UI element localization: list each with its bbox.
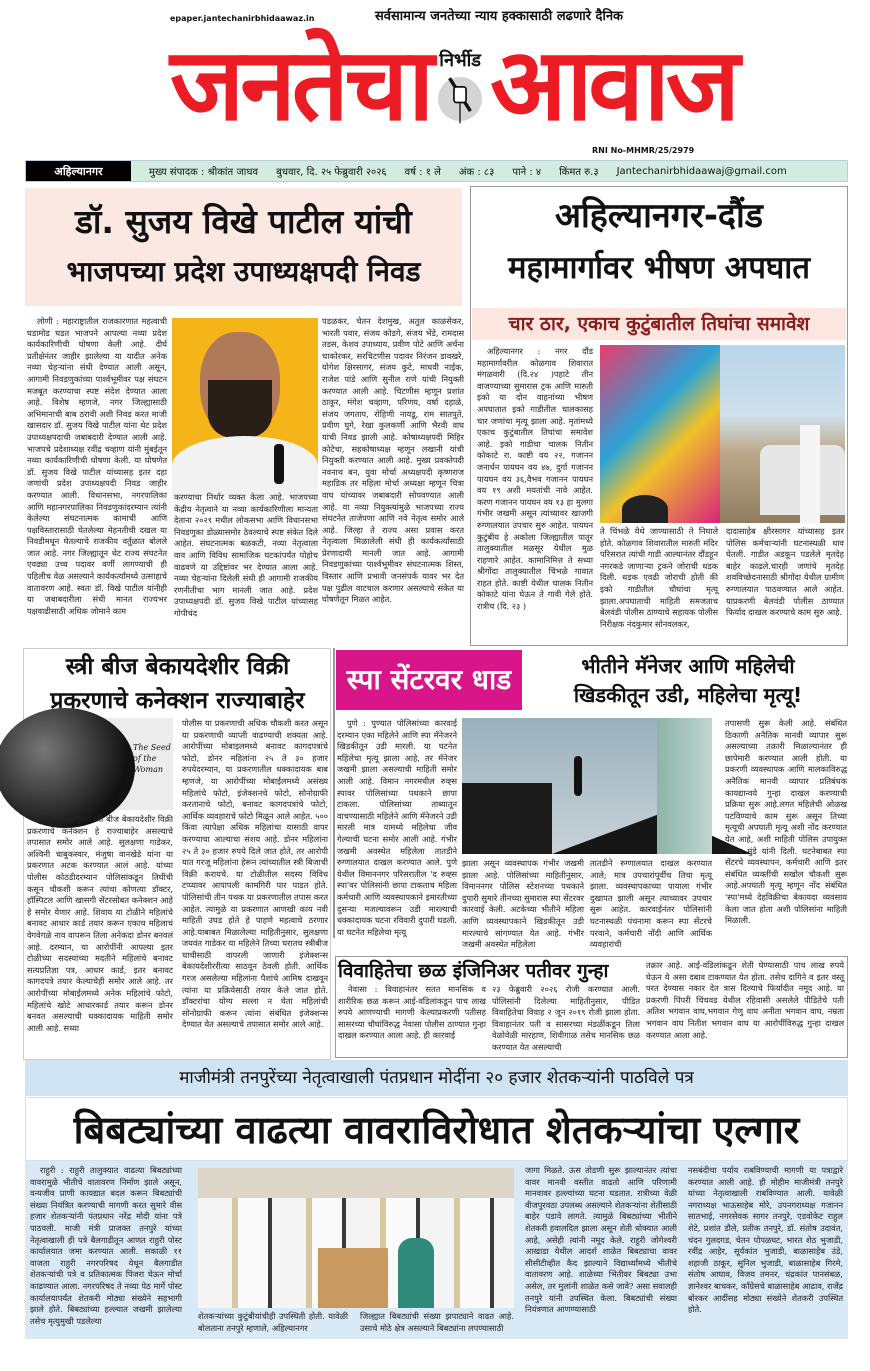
story5-col1: नेवासा : विवाहानंतर सतत मानसिक व शारीरिक छळ करून आई-वडिलांकडून पाच लाख रुपये आणण्याची मागणी केल्याप्रकरणी पतीसह सासरच्या चौघांविरुद्ध नेवासा पोलीस ठाण्यात गुन्हा दाखल करण्यात आला आहे. ही कारवाई <box>338 984 486 1041</box>
story6-caption1: शेतकऱ्यांच्या कुटुंबीयांचीही उपस्थिती होती. यावेळी बोलताना तनपुरे म्हणाले, अहिल्यानगर <box>198 1311 348 1333</box>
story5-columns <box>338 984 640 1056</box>
story5-headline: विवाहितेचा छळ इंजिनिअर पतीवर गुन्हा <box>338 960 609 982</box>
story4-headline-line2: खिडकीतून उडी, महिलेचा मृत्यू! <box>573 683 803 707</box>
story4-col4: तपासणी सुरू केली आहे. संबंधित ठिकाणी अनैतिक मानवी व्यापार सुरू असल्याच्या तक्रारी मिळाल्यानंतर ही छापेमारी करण्यात आली होती. या प्रकरणी व्यवस्थापक आणि मालकाविरुद्ध अनैतिक मानवी व्यापार प्रतिबंधक कायद्यान्वये गुन्हा दाखल करण्याची प्रक्रिया सुरू आहे.लगत महिलेची ओळख पटविण्याचे काम सुरू असून तिच्या मृत्यूची अपघाती मृत्यू अशी नोंद करण्यात येत आहे, अशी माहिती पोलिस उपायुक्त सोमय मुंडे यांनी दिली. घटनेबाबत स्पा सेंटरचे व्यवस्थापन, कर्मचारी आणि इतर संबंधित व्यक्तींची सखोल चौकशी सुरू आहे.अपघाती मृत्यू म्हणून नोंद संबंधित 'स्पा'मध्ये देहविक्रीचा बेकायदा व्यवसाय केला जात होता अशी पोलिसांना माहिती मिळाली. <box>725 718 847 926</box>
email[interactable]: Jantechanirbhidaawaj@gmail.com <box>616 165 787 177</box>
story6-col3: जागा मिळते. ऊस तोडणी सुरू झाल्यानंतर त्यांचा वावर मानवी वस्तीत वाढतो आणि परिणामी मानवावर हल्ल्यांच्या घटना घडतात. रात्रीच्या वेळी वीजपुरवठा उपलब्ध असल्याने शेतकऱ्यांना शेतीसाठी बाहेर पडावे लागते. त्यामुळे बिबट्यांच्या भीतीने शेतकरी हवालदिल झाला असून शेती धोक्यात आली आहे, असेही त्यांनी नमूद केले. राहुरी जोगेश्वरी आखाडा येथील आदर्श शाळेत बिबट्याचा वावर सीसीटीव्हीत कैद झाल्याने विद्यार्थ्यांमध्ये भीतीचे वातावरण आहे. शाळेच्या भिंतीवर बिबट्या उभा असेल, तर मुलांनी शाळेत कसे जावे? असा सवालही तनपुरे यांनी उपस्थित केला. बिबट्यांची संख्या नियंत्रणात आणण्यासाठी <box>525 1165 677 1315</box>
story3-image-text: The Seed of the Woman <box>133 743 171 774</box>
fist-pen-icon <box>438 77 482 121</box>
story1-headline-line2: भाजपच्या प्रदेश उपाध्यक्षपदी निवड <box>66 255 421 288</box>
logo-word-small: निर्भीड <box>439 50 481 71</box>
editor: मुख्य संपादक : श्रीकांत जाधव <box>149 167 259 178</box>
story6-banner: माजीमंत्री तनपुरेंच्या नेतृत्वाखाली पंतप्रधान मोदींना २० हजार शेतकऱ्यांनी पाठविले पत्र <box>25 1060 848 1096</box>
pages: पाने : ४ <box>512 167 542 178</box>
story4-divider <box>333 648 335 938</box>
story6-col4: नसबंदीचा पर्याय राबविण्याची मागणी या पत्राद्वारे करण्यात आली आहे. ही मोहीम माजीमंत्री तनपुरे यांच्या नेतृत्वाखाली राबविण्यात आली. यावेळी नगराध्यक्ष भाऊसाहेब मोरे, उपनगराध्यक्ष गजानन सातभाई, नगरसेवक सागर तनपुरे, एडवोकेट राहुल शेटे, प्रशांत डौले, प्रतीक तनपुरे, डॉ. संतोष उदावंत, चंदन गुलदगड, चेतन पोपळघट, भारत शेठ भुजाडी, रवींद्र आहेर, सूर्यकांत भुजाडी, बाळासाहेब उंडे, शहाजी ठाकूर, सुनिल भुजाडी, बाळासाहेब गिरमे, संतोष आघाव, विजय तमनर, चंद्रकांत पानसंबळ, ज्ञानेश्वर बाचकर, काँग्रेसचे बाळासाहेब आढाव, राजेंद्र बोरकर आदींसह मोठ्या संख्येने शेतकरी उपस्थित होते. <box>688 1165 843 1315</box>
story6-col1: राहुरी : राहुरी तालुक्यात वाढत्या बिबट्यांच्या वावरामुळे भीतीचे वातावरण निर्माण झाले असून, वन्यजीव प्राणी कायद्यात बदल करून बिबट्यांची संख्या नियंत्रित करण्याची मागणी करत सुमारे वीस हजार शेतकऱ्यांनी पंतप्रधान नरेंद्र मोदी यांना पत्रे पाठवली. माजी मंत्री प्राजक्त तनपुरे यांच्या नेतृत्वाखाली ही पत्रे बैलगाडीतून आणत राहुरी पोस्ट कार्यालयात जमा करण्यात आली. सकाळी ११ वाजता राहुरी नगरपरिषद येथून बैलगाडीत शेतकऱ्यांची पत्रे व प्रतिकात्मक पिंजरा घेऊन मोर्चा काढण्यात आला. नगरपरिषद ते नव्या पेठ मार्गे पोस्ट कार्यालयापर्यंत शेतकरी मोठ्या संख्येने सहभागी झाले होते. बिबट्यांच्या हल्ल्यात जखमी झालेल्या तसेच मृत्युमुखी पडलेल्या <box>30 1165 182 1326</box>
story5-col3: तक्रार आहे. आई-वडिलांकडून शेती घेण्यासाठी पाच लाख रुपये घेऊन ये असा दबाव टाकण्यात येत होता. तसेच दागिने व इतर वस्तू परत देण्यास नकार देत त्रास दिल्याचे फिर्यादीत नमूद आहे. या प्रकरणी पिंपरी चिंचवड येथील रहिवासी असलेले पीडितेचे पती अतिश भगवान वाघ,भगवान गेणु वाघ अनीता भगवान वाघ, नम्रता भगवान वाघ नितीश भगवान वाघ या आरोपींविरुद्ध गुन्हा दाखल करण्यात आला आहे. <box>646 960 844 1040</box>
price: किंमत रु.३ <box>559 167 599 178</box>
tagline: सर्वसामान्य जनतेच्या न्याय हक्कासाठी लढणारे दैनिक <box>375 9 624 24</box>
story3-col2: पोलीस या प्रकरणाची अधिक चौकशी करत असून या प्रकरणाची व्याप्ती वाढण्याची शक्यता आहे. आरोपींच्या मोबाइलमध्ये बनावट कागदपत्रांचे फोटो, डोनर महिलांना २५ ते ३० हजार रुपयेदरम्यान, या प्रकरणातील धक्कादायक बाब म्हणजे, या आरोपींच्या मोबाईलमध्ये असंख्य महिलांचे फोटो, इंजेक्शनचे फोटो, सोनोग्राफी करतानाचे फोटो, बनावट कागदपत्रांचे फोटो, आर्थिक व्यवहाराचे फोटो मिळून आले आहेत. ५०० किंवा त्यापेक्षा अधिक महिलांचा यासाठी वापर करण्याचा आल्याचा संशय आहे. डोनर महिलांना २५ ते ३० हजार रुपये दिले जात होते, तर आरोपी यात गरजू महिलांना हेरून त्यांच्यातील स्त्री बिजाची विक्री करायचे. या टोळीतील सदस्य विविध टप्प्यावर आपापली कामगिरी पार पाडत होते. पोलिसांची तीन पथक या प्रकरणातील तपास करत आहेत. त्यामुळे या प्रकरणात आणखी काय नवी माहिती उघड होते हे पाहणे महत्वाचे ठरणार आहे.याबाबत मिळालेल्या माहितीनुसार, सुलक्षणा जयवंत गाडेकर या महिलेने तिच्या घरातच स्त्रीबीज चाचीसाठी वापरली जाणारी इंजेक्शन्स बेकायदेशीररीत्या साठवून ठेवली होती. आर्थिक गरज असलेल्या महिलांना पैशांचे आमिष दाखवून त्यांना या प्रक्रियेसाठी तयार केले जात होते. डॉक्टरांचा योग्य सल्ला न घेता महिलांची सोनोग्राफी करून त्यांना संबंधित इंजेक्शन्स देण्यात येत असल्याचे तपासात समोर आले आहे. <box>182 718 329 1030</box>
story1-headline-line1: डॉ. सुजय विखे पाटील यांची <box>75 202 412 241</box>
story3-headline-line2: प्रकरणाचे कनेक्शन राज्याबाहेर <box>50 688 305 714</box>
story2-photo-accident <box>600 345 845 523</box>
story4-headline-line1: भीतीने मॅनेजर आणि महिलेची <box>581 654 795 678</box>
story6-headline: बिबट्यांच्या वाढत्या वावराविरोधात शेतकऱ्यांचा एल्गार <box>25 1097 848 1161</box>
story2-subhead: चार ठार, एकाच कुटुंबातील तिघांचा समावेश <box>472 308 846 340</box>
story6-photo-farmers-letters <box>198 1168 514 1308</box>
logo-word-left: जनतेचा <box>170 29 431 141</box>
logo-middle <box>434 49 486 121</box>
story2-headline-line1: अहिल्यानगर-दौंड <box>555 196 763 236</box>
story6-caption2: जिल्ह्यात बिबट्यांची संख्या झपाट्याने वाढत आहे. उसाचे मोठे क्षेत्र असल्याने बिबट्यांना लपण्यासाठी <box>360 1311 514 1333</box>
story4-col3: तातडीने रुग्णालयात दाखल करण्यात आले; मात्र उपचारांपूर्वीच तिचा मृत्यू झाला. व्यवस्थापकाच्या पायाला गंभीर दुखापत झाली असून त्याच्यावर उपचार सुरू आहेत. कारवाईनंतर पोलिसांनी घटनास्थळी पंचनामा करून स्पा सेंटरचे परवाने, कर्मचारी नोंदी आणि आर्थिक व्यवहारांची <box>590 858 712 950</box>
year: वर्ष : १ ले <box>404 167 441 178</box>
issue: अंक : ८३ <box>458 167 495 178</box>
story5-col2: २३ फेब्रुवारी २०२६ रोजी करण्यात आली. पोलिसांनी दिलेल्या माहितीनुसार, पीडित विवाहितेचा विवाह २ जून २०१९ रोजी झाला होता. विवाहानंतर पती व सासरच्या मंडळींकडून तिला वेळोवेळी मारहाण, शिवीगाळ तसेच मानसिक छळ करण्यात येत असल्याची <box>492 984 640 1052</box>
story1-col2: करण्याचा निर्धार व्यक्त केला आहे. भाजपच्या केंद्रीय नेतृत्वाने या नव्या कार्यकारिणीला मान्यता देताना २०२९ मधील लोकसभा आणि विधानसभा निवडणुका डोळ्यासमोर ठेवल्याचे स्पष्ट संकेत दिले आहेत. संघटनात्मक बळकटी, नव्या नेतृत्वाला वाव आणि विविध सामाजिक घटकांपर्यंत पोहोच वाढवणे या उद्दिष्टांवर भर देण्यात आला आहे. नव्या चेहऱ्यांना दिलेली संधी ही आगामी राजकीय रणनीतीचा भाग मानली जात आहे. प्रदेश उपाध्यक्षपदी डॉ. सुजय विखे पाटील यांच्यासह गोपीचंद <box>174 492 318 618</box>
story4-col1: पुणे : पुण्यात पोलिसांच्या कारवाई दरम्यान एका महिलेने आणि स्पा मॅनेजरने खिडकीतून उडी मारली. या घटनेत महिलेचा मृत्यू झाला आहे, तर मॅनेजर जखमी झाला असल्याची माहिती समोर आली आहे. विमान नगरमधील रुव्ह्स स्पावर पोलिसांच्या पथकाने छापा टाकला. पोलिसांच्या ताब्यातून वाचण्यासाठी महिलेने आणि मॅनेजरने उडी मारली मात्र यामध्ये महिलेचा जीव गेल्याची घटना समोर आली आहे. गंभीर जखमी अवस्थेत महिलेला तातडीने रुग्णालयात दाखल करण्यात आले. पुणे येथील विमाननगर परिसरातील 'द रुव्ह्स स्पा'वर पोलिसांनी छापा टाकताच महिला कर्मचारी आणि व्यवस्थापकाने इमारतीच्या दुसऱ्या मजल्यावरून उडी मारल्याची धक्कादायक घटना रविवारी दुपारी घडली. या घटनेत महिलेचा मृत्यू <box>337 718 457 937</box>
date: बुधवार, दि. २५ फेब्रुवारी २०२६ <box>276 167 387 178</box>
info-bar <box>25 160 848 182</box>
edition-label: अहिल्यानगर <box>26 161 131 181</box>
story1-photo-sujay-vikhe-patil <box>172 318 318 490</box>
story1-col1: लोणी : महाराष्ट्रातील राजकारणात महत्वाची घडामोड घडत भाजपने आपल्या नव्या प्रदेश कार्यकारिणीची घोषणा केली आहे. दीर्घ प्रतीक्षेनंतर जाहीर झालेल्या या यादीत अनेक नव्या चेहऱ्यांना संधी देण्यात आली असून, आगामी निवडणुकांच्या पार्श्वभूमीवर पक्ष संघटन मजबूत करण्याचा स्पष्ट संदेश देण्यात आला आहे. विशेष म्हणजे, नगर जिल्ह्यासाठी अभिमानाची बाब ठरावी अशी निवड करत माजी खासदार डॉ. सुजय विखे पाटील यांना थेट प्रदेश उपाध्यक्षपदाची जबाबदारी देण्यात आली आहे. भाजपचे प्रदेशाध्यक्ष रवींद्र चव्हाण यांनी मुंबईतून नव्या कार्यकारिणीची घोषणा केली. या घोषणेत डॉ. सुजय विखे पाटील यांच्यासह इतर दहा जणांची प्रदेश उपाध्यक्षपदी निवड जाहीर करण्यात आली. विधानसभा, नगरपालिका आणि महानगरपालिका निवडणुकांदरम्यान त्यांनी केलेल्या संघटनात्मक कामाची आणि पक्षविस्तारासाठी घेतलेल्या मेहनतीची दखल या निवडीमधून घेतल्याचे राजकीय वर्तुळात बोलले जात आहे. नगर जिल्ह्यातून थेट राज्य संघटनेत एवढ्या उच्च पदावर वर्णी लागण्याची ही पहिलीच वेळ असल्याने कार्यकर्त्यांमध्ये उत्साहाचे वातावरण आहे. स्वतः डॉ. विखे पाटील यांनीही या जबाबदारीला संधी मानत राज्यभर पक्षवाढीसाठी अधिक जोमाने काम <box>27 316 167 616</box>
epaper-url[interactable]: epaper.jantechanirbhidaawaz.in <box>170 14 315 23</box>
story3-image-pregnancy <box>25 718 173 810</box>
story3-col1: मुंबई - बदलापुरात स्त्री बीज बेकायदेशीर विक्री प्रकरणाचे कनेक्शन हे राज्याबाहेर असल्याचे तपासात समोर आले आहे. सुलक्षणा गाडेकर, अश्विनी चाबुकस्वार, मंजुषा वानखेडे यांना या प्रकरणात अटक करण्यात आलं आहे. यांच्या पोलीस कोठडीदरम्यान पोलिसांकडून तिघींची कसून चौकशी करून त्यांचा कोणत्या डॉक्टर, हॉस्पिटल आणि खासगी सेंटरसोबत कनेक्शन आहे हे समोर येणार आहे. शिवाय या टोळीने महिलांचे बनावट आधार कार्ड तयार करून एकाच महिलाचं वेगवेगळे नाव वापरून तिला अनेकदा डोनर बनवलं आहे. दरम्यान, या आरोपींनी आपल्या इतर टोळीच्या सदस्यांच्या मदतीने महिलांचे बनावट सत्यप्रतिज्ञा पत्र, आधार कार्ड, इतर बनावट कागदपत्रे तयार केल्याचेही समोर आले आहे. तर आरोपींच्या मोबाईलमध्ये अनेक महिलांचे फोटो, महिलांचे खोटे आधारकार्ड तयार करून डोनर बनवत असल्याची धक्कादायक माहिती समोर आली आहे. सध्या <box>27 814 173 1033</box>
story2-headline <box>472 190 846 294</box>
rni-number: RNI No-MHMR/25/2979 <box>592 146 695 155</box>
story5-left <box>338 958 640 1056</box>
story2-col3: दादासाहेब क्षीरसागर यांच्यासह इतर पोलिस कर्मचाऱ्यांनी घटनास्थळी धाव घेतली. गाडीत अडकून पडलेले मृतदेह बाहेर काढले.चारही जणांचे मृतदेह शवविच्छेदनासाठी श्रीगोंदा येथील ग्रामीण रुग्णालयात पाठवण्यात आले आहेत. याप्रकरणी बेलवंडी पोलीस ठाण्यात फिर्याद दाखल करण्याचे काम सुरु आहे. <box>726 526 844 618</box>
story4-headline <box>528 652 848 710</box>
story2-col2: ते चिंभळे येथे जाण्यासाठी ते निघाले होते. कोळगाव शिवारातील मारुती मंदिर परिसरात त्यांची गाडी आल्यानंतर दौंडहून नगरकडे जाणाऱ्या ट्रकने जोराची धडक दिली. धडक एवढी जोराची होती की इको गाडीतील चौघांचा मृत्यू झाला.अपघाताची माहिती समजताच बेलवंडी पोलीस ठाण्याचे सहायक पोलीस निरीक्षक नंदकुमार सोनवलकर, <box>600 526 718 629</box>
story2-headline-line2: महामार्गावर भीषण अपघात <box>507 250 811 286</box>
story4-col2: झाला असून व्यवस्थापक गंभीर जखमी झाला आहे. पोलिसांच्या माहितीनुसार, विमाननगर पोलिस स्टेशनच्या पथकाने दुपारी सुमारे तीनच्या सुमारास स्पा सेंटरवर कारवाई केली. अटकेच्या भीतीने महिला आणि व्यवस्थापकाने खिडकीतून उडी मारल्याचे सांगण्यात येत आहे. गंभीर जखमी अवस्थेत महिलेला <box>462 858 584 950</box>
story4-photo-rooftop <box>462 718 712 854</box>
story1-headline <box>25 188 462 306</box>
story2-col1: अहिल्यानगर : नगर दौंड महामार्गावरील कोळगाव शिवारात मंगळवारी (दि.२४ )पहाटे तीन वाजण्याच्या सुमारास ट्रक आणि मारुती इको या दोन वाहनांच्या भीषण अपघातात इको गाडीतील चालकासह चार जणांचा मृत्यू झाला आहे. मृतांमध्ये एकाच कुटुंबातील तिघांचा समावेश आहे. इको गाडीचा चालक नितीन कोकाटे रा. काष्टी वय २२, गजानन जनार्धन पायघन वय ४७, दुर्गा गजानन पायघन वय ३६,वैभव गजानन पायघन वय १९ अशी मयतांची नावे आहेत. करण गजानन पायघन वय १३ हा मुलगा गंभीर जखमी असून त्यांच्यावर खाजगी रुग्णालयात उपचार सुरु आहेत. पायघन कुटुंबीय हे अकोला जिल्ह्यातील पातूर तालुक्यातील मळसूर येथील मुळ राहणारे आहेत. कामानिमित्त ते सध्या श्रीगोंदा तालुक्यातील चिंभळे गावात राहत होते. काष्टी येथील चालक नितीन कोकाटे यांना घेऊन ते गावी गेले होते. रात्रीच (दि. २३ ) <box>477 346 593 612</box>
masthead-logo <box>170 29 737 141</box>
story1-col3: पडळकर, चेतन देशमुख, अतुल काळसेकर, भारती पवार, संजय कोडगे, संजय भेंडे, रामदास तडस, केशव उपाध्याय, प्रवीण पोटे आणि अर्चना चाकोरकर, सरचिटणीस पदावर निरंजन डावखरे, योगेश क्षिरसागर, संजय कुटे, माधवी नाईक, राजेश पांडे आणि सुनील राणे यांची नियुक्ती करण्यात आली आहे. चिटणीस म्हणून प्रशांत ठाकूर, मंगेश चव्हाण, परिणय, वर्षा दहाळे, संजय जगताप, रोहिणी नायडू, राम सातपुते, प्रवीण घुगे, रेखा कुलकर्णी आणि भैरवी वाघ यांची निवड झाली आहे. कोषाध्यक्षपदी मिहिर कोटेचा, सहकोषाध्यक्ष म्हणून लखानी यांची नियुक्ती करण्यात आली आहे. मुख्य प्रवक्तेपदी नवनाथ बन, युवा मोर्चा अध्यक्षपदी कृष्णराज महाडिक तर महिला मोर्चा अध्यक्षा म्हणून चित्रा वाघ यांच्यावर जबाबदारी सोपवण्यात आली आहे. या नव्या नियुक्त्यांमुळे भाजपच्या राज्य संघटनेत ताजेपणा आणि नवे नेतृत्व समोर आले आहे. जिल्हा ते राज्य असा प्रवास करत नेतृत्वाला मिळालेली संधी ही कार्यकर्त्यांसाठी प्रेरणादायी मानली जात आहे. आगामी निवडणुकांच्या पार्श्वभूमीवर संघटनात्मक शिस्त, विस्तार आणि प्रभावी जनसंपर्क यावर भर देत पक्ष पुढील वाटचाल करणार असल्याचे संकेत या घोषणेतून मिळत आहेत. <box>322 316 464 605</box>
logo-word-right: आवाज <box>490 29 737 141</box>
story4-tag: स्पा सेंटरवर धाड <box>336 650 522 710</box>
story3-headline-line1: स्त्री बीज बेकायदेशीर विक्री <box>65 654 290 680</box>
